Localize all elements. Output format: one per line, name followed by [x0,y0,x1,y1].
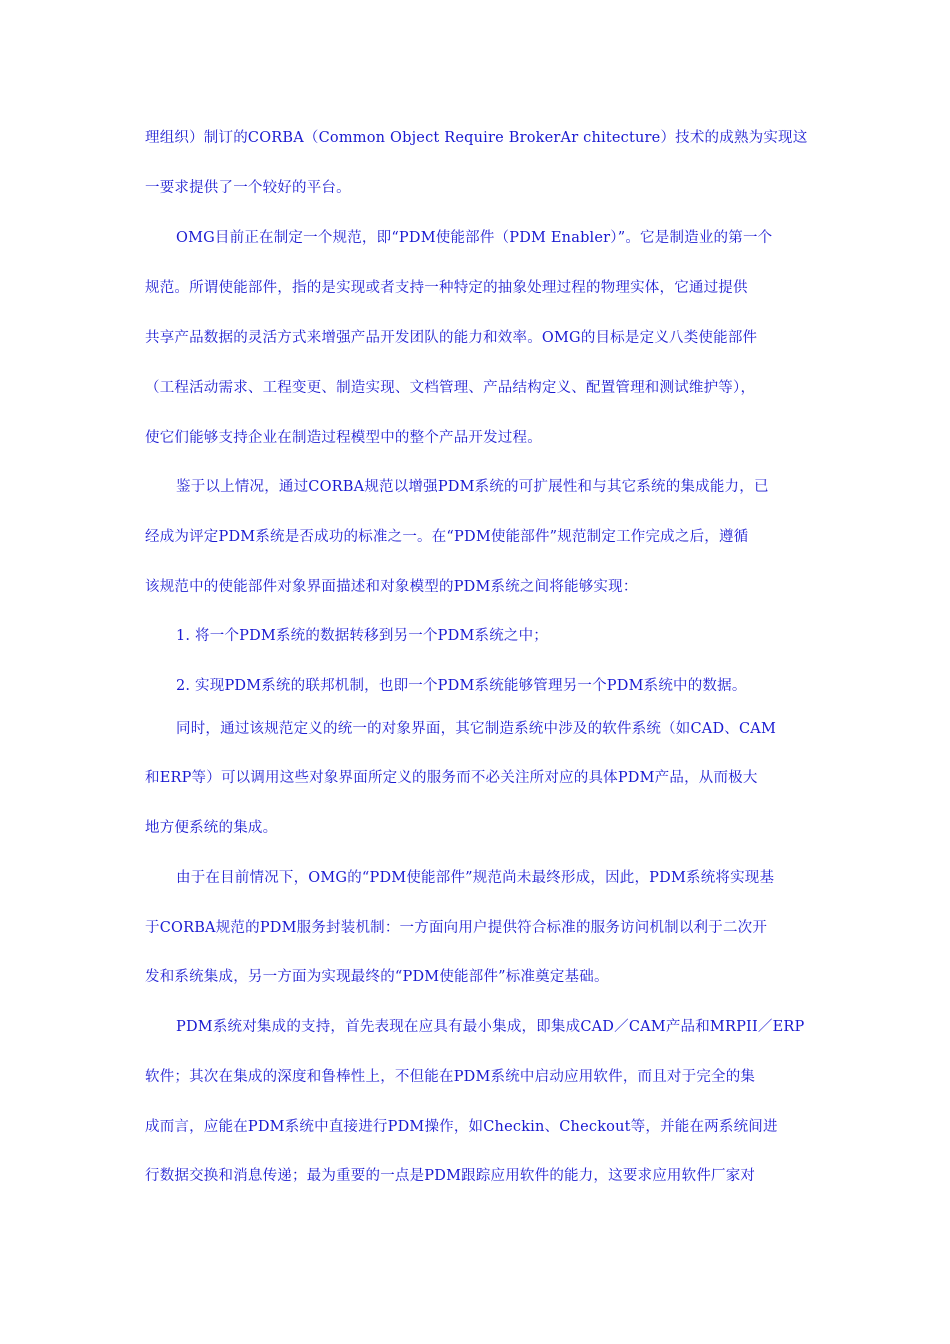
text-line: 理组织）制订的CORBA（Common Object Require BrokerAr chitecture）技术的成熟为实现这 [145,130,808,146]
text-line: 鉴于以上情况，通过CORBA规范以增强PDM系统的可扩展性和与其它系统的集成能力，已 [176,479,769,495]
text-line: PDM系统对集成的支持，首先表现在应具有最小集成，即集成CAD／CAM产品和MRPII／ERP [176,1019,805,1035]
text-line: （工程活动需求、工程变更、制造实现、文档管理、产品结构定义、配置管理和测试维护等）， [145,380,756,396]
text-line: 于CORBA规范的PDM服务封装机制：一方面向用户提供符合标准的服务访问机制以利于二次开 [145,920,768,936]
text-line: OMG目前正在制定一个规范，即“PDM使能部件（PDM Enabler）”。它是制造业的第一个 [176,230,773,246]
text-line: 由于在目前情况下，OMG的“PDM使能部件”规范尚未最终形成，因此，PDM系统将实现基 [176,870,775,886]
list-item: 2. 实现PDM系统的联邦机制，也即一个PDM系统能够管理另一个PDM系统中的数据。 [176,678,747,694]
text-line: 共享产品数据的灵活方式来增强产品开发团队的能力和效率。OMG的目标是定义八类使能部件 [145,330,758,346]
text-line: 地方便系统的集成。 [145,820,278,836]
text-line: 发和系统集成，另一方面为实现最终的“PDM使能部件”标准奠定基础。 [145,969,609,985]
list-item: 1. 将一个PDM系统的数据转移到另一个PDM系统之中； [176,628,548,644]
text-line: 软件；其次在集成的深度和鲁棒性上，不但能在PDM系统中启动应用软件，而且对于完全的集 [145,1069,756,1085]
text-line: 行数据交换和消息传递；最为重要的一点是PDM跟踪应用软件的能力，这要求应用软件厂家对 [145,1168,756,1184]
text-line: 和ERP等）可以调用这些对象界面所定义的服务而不必关注所对应的具体PDM产品，从而极大 [145,770,758,786]
text-line: 同时，通过该规范定义的统一的对象界面，其它制造系统中涉及的软件系统（如CAD、CAM [176,721,777,737]
text-line: 该规范中的使能部件对象界面描述和对象模型的PDM系统之间将能够实现： [145,579,638,595]
text-line: 经成为评定PDM系统是否成功的标准之一。在“PDM使能部件”规范制定工作完成之后，遵循 [145,529,749,545]
text-line: 成而言，应能在PDM系统中直接进行PDM操作，如Checkin、Checkout等，并能在两系统间进 [145,1119,778,1135]
text-line: 使它们能够支持企业在制造过程模型中的整个产品开发过程。 [145,430,542,446]
text-line: 规范。所谓使能部件，指的是实现或者支持一种特定的抽象处理过程的物理实体，它通过提供 [145,280,748,296]
text-line: 一要求提供了一个较好的平台。 [145,180,351,196]
